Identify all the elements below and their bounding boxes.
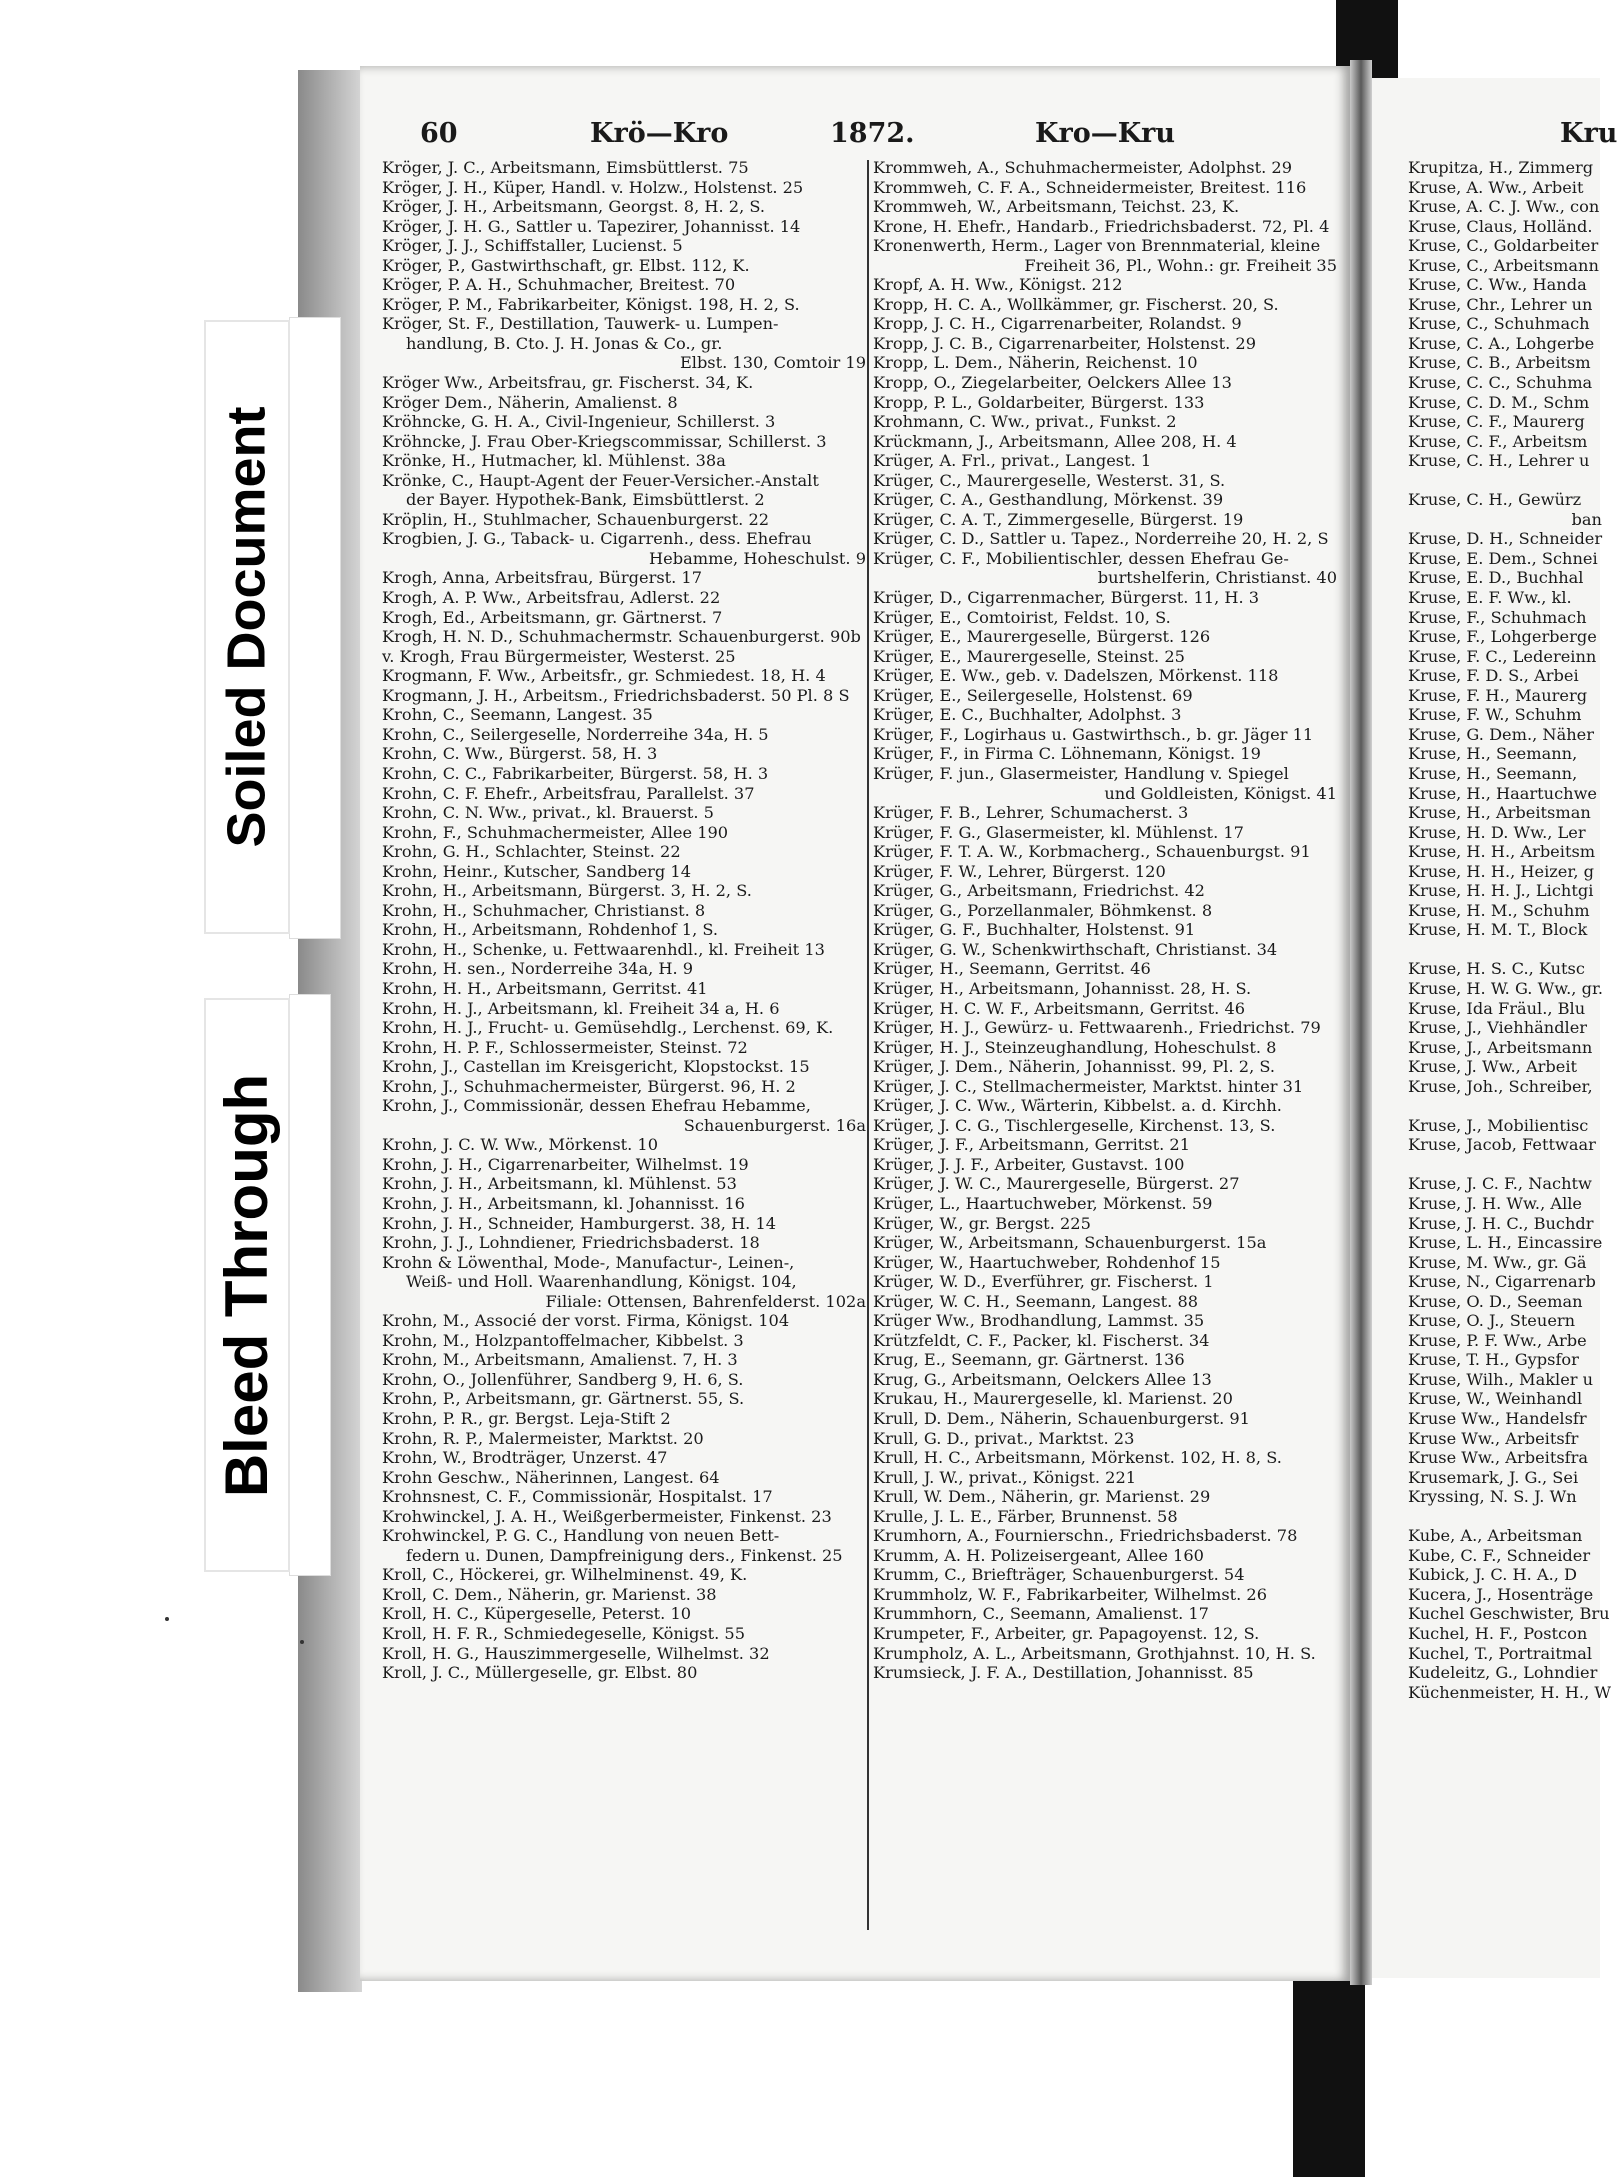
directory-entry-line: Krohn, O., Jollenführer, Sandberg 9, H. 6, S.	[382, 1369, 744, 1389]
directory-entry-line: Kropp, J. C. H., Cigarrenarbeiter, Rolandst. 9	[873, 314, 1242, 334]
directory-entry-line: Krüger, J. W. C., Maurergeselle, Bürgerst. 27	[873, 1174, 1240, 1194]
book-spine	[1350, 60, 1372, 1985]
directory-entry-line: Kruse, Claus, Holländ.	[1408, 216, 1593, 236]
directory-entry-line: Kube, A., Arbeitsman	[1408, 1526, 1583, 1546]
directory-entry-line: Krohn, J., Schuhmachermeister, Bürgerst. 96, H. 2	[382, 1076, 796, 1096]
directory-entry-line: Krönke, H., Hutmacher, kl. Mühlenst. 38a	[382, 451, 726, 471]
directory-entry-line: Krüger, E. Ww., geb. v. Dadelszen, Mörkenst. 118	[873, 666, 1279, 686]
directory-entry-line: Krüger, W., Arbeitsmann, Schauenburgerst. 15a	[873, 1233, 1267, 1253]
directory-entry-line: Kröplin, H., Stuhlmacher, Schauenburgerst. 22	[382, 509, 770, 529]
directory-entry-line: Krulle, J. L. E., Färber, Brunnenst. 58	[873, 1506, 1178, 1526]
directory-entry-line: Küchenmeister, H. H., W	[1408, 1682, 1612, 1702]
directory-entry-line: Krüger, G. W., Schenkwirthschaft, Christianst. 34	[873, 939, 1278, 959]
directory-entry-line	[1408, 1155, 1608, 1175]
directory-entry-line: Kruse, H. S. C., Kutsc	[1408, 959, 1585, 979]
directory-entry-line: Krohn, H. sen., Norderreihe 34a, H. 9	[382, 959, 694, 979]
directory-entry-line: Krogh, H. N. D., Schuhmachermstr. Schauenburgerst. 90b	[382, 627, 861, 647]
directory-entry-line: Kruse, N., Cigarrenarb	[1408, 1272, 1596, 1292]
next-page-running-head: Kru	[1560, 118, 1617, 149]
directory-entry-line: Kröger, J. C., Arbeitsmann, Eimsbüttlerst. 75	[382, 158, 749, 177]
directory-entry-line: Krüger, J. F., Arbeitsmann, Gerritst. 21	[873, 1135, 1190, 1155]
directory-entry-line: Krogmann, F. Ww., Arbeitsfr., gr. Schmiedest. 18, H. 4	[382, 666, 826, 686]
directory-entry-line: Krüger, J. Dem., Näherin, Johannisst. 99, Pl. 2, S.	[873, 1057, 1276, 1077]
directory-entry-line: Kröhncke, J. Frau Ober-Kriegscommissar, Schillerst. 3	[382, 431, 827, 451]
directory-entry-line: Kröger, St. F., Destillation, Tauwerk- u. Lumpen-	[382, 314, 779, 334]
directory-entry-line: Kröger, P., Gastwirthschaft, gr. Elbst. 112, K.	[382, 255, 750, 275]
directory-entry-line: Kruse Ww., Arbeitsfr	[1408, 1428, 1579, 1448]
directory-entry-line: Kruse, H., Seemann,	[1408, 763, 1578, 783]
directory-entry-line: Kruse, F. C., Ledereinn	[1408, 646, 1597, 666]
directory-entry-line: Kröger Ww., Arbeitsfrau, gr. Fischerst. 34, K.	[382, 373, 754, 393]
directory-entry-line	[1408, 940, 1608, 960]
directory-entry-line: Krüger, H. J., Gewürz- u. Fettwaarenh., Friedrichst. 79	[873, 1018, 1321, 1038]
directory-entry-line: Kube, C. F., Schneider	[1408, 1545, 1591, 1565]
directory-entry-line: Kucera, J., Hosenträge	[1408, 1584, 1594, 1604]
soiled-document-label	[206, 322, 288, 932]
directory-entry-line: Krützfeldt, C. F., Packer, kl. Fischerst. 34	[873, 1330, 1210, 1350]
directory-entry-line: Krüger, W., gr. Bergst. 225	[873, 1213, 1091, 1233]
directory-entry-line: Kruse, C. F., Maurerg	[1408, 412, 1585, 432]
directory-entry-line: Kroll, H. F. R., Schmiedegeselle, Königst. 55	[382, 1624, 746, 1644]
directory-entry-line: Kroll, C., Höckerei, gr. Wilhelminenst. 49, K.	[382, 1565, 748, 1585]
directory-entry-line: Krupitza, H., Zimmerg	[1408, 158, 1594, 177]
directory-entry-line: Krohn, C. N. Ww., privat., kl. Brauerst. 5	[382, 803, 714, 823]
directory-entry-line: Krommweh, A., Schuhmachermeister, Adolphst. 29	[873, 158, 1293, 177]
directory-entry-line: Krummhorn, C., Seemann, Amalienst. 17	[873, 1604, 1209, 1624]
directory-entry-line: Krogmann, J. H., Arbeitsm., Friedrichsbaderst. 50 Pl. 8 S	[382, 685, 850, 705]
directory-entry-line: Krohn, H., Schuhmacher, Christianst. 8	[382, 900, 706, 920]
directory-entry-line: Kruse, O. D., Seeman	[1408, 1291, 1583, 1311]
directory-entry-line: Kroll, H. G., Hauszimmergeselle, Wilhelmst. 32	[382, 1643, 770, 1663]
directory-entry-line: Kruse, Chr., Lehrer un	[1408, 294, 1593, 314]
directory-entry-line: Weiß- und Holl. Waarenhandlung, Königst. 104,	[406, 1272, 797, 1292]
directory-entry-line: Kropp, P. L., Goldarbeiter, Bürgerst. 133	[873, 392, 1205, 412]
directory-entry-line: ban	[1571, 509, 1602, 529]
directory-entry-line: Krohn, J. H., Arbeitsmann, kl. Mühlenst. 53	[382, 1174, 737, 1194]
directory-entry-line: Elbst. 130, Comtoir 19	[679, 353, 866, 373]
directory-entry-line: Krüger, C. A., Gesthandlung, Mörkenst. 39	[873, 490, 1224, 510]
directory-entry-line: handlung, B. Cto. J. H. Jonas & Co., gr.	[406, 333, 723, 353]
directory-entry-line: Krumpholz, A. L., Arbeitsmann, Grothjahnst. 10, H. S.	[873, 1643, 1316, 1663]
directory-entry-line: Kruse, H., Haartuchwe	[1408, 783, 1598, 803]
directory-entry-line: Krüger, C., Maurergeselle, Westerst. 31, S.	[873, 470, 1226, 490]
directory-entry-line: Kruse, J., Viehhändler	[1408, 1018, 1588, 1038]
directory-entry-line: Krohn, M., Holzpantoffelmacher, Kibbelst. 3	[382, 1330, 744, 1350]
directory-entry-line: Krüger, E., Seilergeselle, Holstenst. 69	[873, 685, 1193, 705]
directory-entry-line: Krohn, C. Ww., Bürgerst. 58, H. 3	[382, 744, 658, 764]
directory-entry-line: Krumm, A. H. Polizeisergeant, Allee 160	[873, 1545, 1204, 1565]
directory-entry-line: Krukau, H., Maurergeselle, kl. Marienst. 20	[873, 1389, 1233, 1409]
directory-entry-line: Kröhncke, G. H. A., Civil-Ingenieur, Schillerst. 3	[382, 412, 776, 432]
directory-entry-line	[1408, 1096, 1608, 1116]
directory-entry-line: Kruse, Joh., Schreiber,	[1408, 1076, 1593, 1096]
directory-entry-line: Krohn, W., Brodträger, Unzerst. 47	[382, 1448, 668, 1468]
directory-entry-line: Krüger, F. B., Lehrer, Schumacherst. 3	[873, 803, 1189, 823]
directory-entry-line: Kruse Ww., Arbeitsfra	[1408, 1448, 1589, 1468]
directory-entry-line: Krommweh, W., Arbeitsmann, Teichst. 23, K.	[873, 197, 1240, 217]
directory-entry-line: Kruse, H. W. G. Ww., gr.	[1408, 978, 1604, 998]
directory-entry-line: Kryssing, N. S. J. Wn	[1408, 1487, 1577, 1507]
directory-entry-line: Kruse Ww., Handelsfr	[1408, 1409, 1587, 1428]
directory-entry-line: Kruse, F. D. S., Arbei	[1408, 666, 1579, 686]
directory-entry-line: Kuchel Geschwister, Bru	[1408, 1604, 1610, 1624]
directory-entry-line: Krull, W. Dem., Näherin, gr. Marienst. 29	[873, 1487, 1211, 1507]
directory-entry-line: Krohn, J., Castellan im Kreisgericht, Klopstockst. 15	[382, 1057, 810, 1077]
directory-entry-line: Kuchel, H. F., Postcon	[1408, 1624, 1588, 1644]
year-heading: 1872.	[830, 118, 915, 149]
directory-entry-line: Krohn, C. F. Ehefr., Arbeitsfrau, Parallelst. 37	[382, 783, 755, 803]
directory-entry-line: Krüger, L., Haartuchweber, Mörkenst. 59	[873, 1193, 1213, 1213]
directory-entry-line: Krogbien, J. G., Taback- u. Cigarrenh., dess. Ehefrau	[382, 529, 812, 549]
directory-entry-line: Kruse, L. H., Eincassire	[1408, 1233, 1603, 1253]
directory-entry-line: Kruse, H. H., Arbeitsm	[1408, 842, 1596, 862]
directory-entry-line: Krüger, F. G., Glasermeister, kl. Mühlenst. 17	[873, 822, 1244, 842]
directory-entry-line: Krohn, H. J., Arbeitsmann, kl. Freiheit 34 a, H. 6	[382, 998, 780, 1018]
directory-entry-line: Kruse, C. C., Schuhma	[1408, 373, 1593, 393]
directory-entry-line: Krüger, J. C. G., Tischlergeselle, Kirchenst. 13, S.	[873, 1115, 1276, 1135]
directory-entry-line: Kröger, P. M., Fabrikarbeiter, Königst. 198, H. 2, S.	[382, 294, 800, 314]
directory-entry-line: Schauenburgerst. 16a	[683, 1115, 866, 1135]
directory-entry-line: Krohn, C., Seemann, Langest. 35	[382, 705, 653, 725]
directory-entry-line: Kruse, C. H., Gewürz	[1408, 490, 1582, 510]
directory-entry-line: Krönke, C., Haupt-Agent der Feuer-Versicher.-Anstalt	[382, 470, 819, 490]
directory-entry-line: Krohn, H., Arbeitsmann, Rohdenhof 1, S.	[382, 920, 719, 940]
directory-entry-line: Krüger, F. W., Lehrer, Bürgerst. 120	[873, 861, 1166, 881]
directory-column-next-page	[1408, 158, 1612, 1702]
directory-entry-line: Kruse, E. Dem., Schnei	[1408, 548, 1598, 568]
directory-entry-line: Kruse, W., Weinhandl	[1408, 1389, 1583, 1409]
directory-entry-line: Krüger, J. C., Stellmachermeister, Marktst. hinter 31	[873, 1076, 1304, 1096]
directory-entry-line: Kropp, J. C. B., Cigarrenarbeiter, Holstenst. 29	[873, 333, 1257, 353]
directory-entry-line	[1408, 471, 1608, 491]
directory-entry-line: Kruse, Ida Fräul., Blu	[1408, 998, 1586, 1018]
directory-entry-line: Krohn, Heinr., Kutscher, Sandberg 14	[382, 861, 692, 881]
directory-entry-line: Krommweh, C. F. A., Schneidermeister, Breitest. 116	[873, 177, 1307, 197]
directory-entry-line: Krüger, J. C. Ww., Wärterin, Kibbelst. a. d. Kirchh.	[873, 1096, 1282, 1116]
directory-entry-line: Krull, H. C., Arbeitsmann, Mörkenst. 102, H. 8, S.	[873, 1448, 1282, 1468]
directory-entry-line: Kruse, M. Ww., gr. Gä	[1408, 1252, 1587, 1272]
directory-entry-line: Krug, E., Seemann, gr. Gärtnerst. 136	[873, 1350, 1185, 1370]
directory-entry-line: Kruse, H., Seemann,	[1408, 744, 1578, 764]
directory-entry-line: Krüger, C. A. T., Zimmergeselle, Bürgerst. 19	[873, 509, 1244, 529]
directory-entry-line: Kruse, J., Arbeitsmann	[1408, 1037, 1593, 1057]
directory-entry-line: Krohn & Löwenthal, Mode-, Manufactur-, Leinen-,	[382, 1252, 795, 1272]
directory-entry-line: Krohn, H., Arbeitsmann, Bürgerst. 3, H. 2, S.	[382, 881, 752, 901]
directory-entry-line: Krohn, J. H., Arbeitsmann, kl. Johannisst. 16	[382, 1193, 745, 1213]
directory-entry-line: Krüger Ww., Brodhandlung, Lammst. 35	[873, 1311, 1205, 1331]
directory-entry-line: Kruse, E. F. Ww., kl.	[1408, 588, 1572, 608]
directory-column-right	[873, 158, 1343, 1683]
directory-entry-line: Kruse, E. D., Buchhal	[1408, 568, 1584, 588]
directory-entry-line: Kruse, F. H., Maurerg	[1408, 685, 1588, 705]
directory-entry-line: Krüger, W. C. H., Seemann, Langest. 88	[873, 1291, 1199, 1311]
directory-entry-line: Kruse, F., Lohgerberge	[1408, 627, 1597, 647]
directory-entry-line: Kröger Dem., Näherin, Amalienst. 8	[382, 392, 678, 412]
directory-entry-line: Krüger, E., Comtoirist, Feldst. 10, S.	[873, 607, 1171, 627]
directory-entry-line: Krohn, H. H., Arbeitsmann, Gerritst. 41	[382, 978, 708, 998]
directory-entry-line: Krumsieck, J. F. A., Destillation, Johannisst. 85	[873, 1663, 1254, 1683]
directory-entry-line: Krüger, G. F., Buchhalter, Holstenst. 91	[873, 920, 1196, 940]
directory-entry-line: Krüger, F. T. A. W., Korbmacherg., Schauenburgst. 91	[873, 842, 1311, 862]
directory-entry-line: Krohn, J., Commissionär, dessen Ehefrau Hebamme,	[382, 1096, 811, 1116]
directory-entry-line: Kruse, J. H. Ww., Alle	[1408, 1193, 1582, 1213]
directory-column-left	[382, 158, 872, 1683]
directory-entry-line: Krohn Geschw., Näherinnen, Langest. 64	[382, 1467, 720, 1487]
directory-entry-line: Krüger, F., in Firma C. Löhnemann, Königst. 19	[873, 744, 1261, 764]
directory-entry-line: Krückmann, J., Arbeitsmann, Allee 208, H. 4	[873, 431, 1237, 451]
directory-entry-line: Krüger, H., Arbeitsmann, Johannisst. 28, H. S.	[873, 978, 1252, 998]
directory-entry-line: Krohn, P. R., gr. Bergst. Leja-Stift 2	[382, 1409, 671, 1428]
directory-entry-line: Krüger, E., Maurergeselle, Steinst. 25	[873, 646, 1185, 666]
directory-entry-line: Kruse, C. D. M., Schm	[1408, 392, 1590, 412]
right-running-head: Kro—Kru	[1035, 118, 1176, 149]
directory-entry-line: Krüger, E., Maurergeselle, Bürgerst. 126	[873, 627, 1211, 647]
bleed-through-label	[206, 1000, 288, 1570]
directory-entry-line: Kruse, F. W., Schuhm	[1408, 705, 1582, 725]
directory-entry-line: Krüger, F., Logirhaus u. Gastwirthsch., b. gr. Jäger 11	[873, 724, 1314, 744]
directory-entry-line: Kröger, J. H., Arbeitsmann, Georgst. 8, H. 2, S.	[382, 197, 766, 217]
directory-entry-line: Kruse, D. H., Schneider	[1408, 529, 1603, 549]
directory-entry-line: Krull, G. D., privat., Marktst. 23	[873, 1428, 1135, 1448]
page-number: 60	[420, 118, 458, 149]
directory-entry-line: burtshelferin, Christianst. 40	[1097, 568, 1337, 588]
directory-entry-line: Krohn, J. H., Schneider, Hamburgerst. 38, H. 14	[382, 1213, 777, 1233]
directory-entry-line: federn u. Dunen, Dampfreinigung ders., Finkenst. 25	[406, 1545, 843, 1565]
directory-entry-line: Krohwinckel, P. G. C., Handlung von neuen Bett-	[382, 1526, 780, 1546]
column-divider	[867, 160, 869, 1930]
directory-entry-line: Krüger, A. Frl., privat., Langest. 1	[873, 451, 1152, 471]
directory-entry-line: Krull, D. Dem., Näherin, Schauenburgerst. 91	[873, 1409, 1250, 1428]
directory-entry-line: Kruse, H. M. T., Block	[1408, 920, 1588, 940]
left-running-head: Krö—Kro	[590, 118, 729, 149]
directory-entry-line: Krüger, G., Porzellanmaler, Böhmkenst. 8	[873, 900, 1213, 920]
directory-entry-line: Kropp, L. Dem., Näherin, Reichenst. 10	[873, 353, 1198, 373]
directory-entry-line: Kruse, J., Mobilientisc	[1408, 1115, 1589, 1135]
directory-entry-line: Kruse, H., Arbeitsman	[1408, 803, 1591, 823]
label-backing	[290, 995, 330, 1575]
directory-entry-line: Krummholz, W. F., Fabrikarbeiter, Wilhelmst. 26	[873, 1584, 1268, 1604]
directory-entry-line: und Goldleisten, Königst. 41	[1104, 783, 1337, 803]
directory-entry-line	[1408, 1507, 1608, 1527]
directory-entry-line: Krohn, R. P., Malermeister, Marktst. 20	[382, 1428, 704, 1448]
directory-entry-line: Krohn, H. J., Frucht- u. Gemüsehdlg., Lerchenst. 69, K.	[382, 1018, 834, 1038]
directory-entry-line: Kruse, C., Arbeitsmann	[1408, 255, 1599, 275]
directory-entry-line: Krohn, C. C., Fabrikarbeiter, Bürgerst. 58, H. 3	[382, 763, 769, 783]
directory-entry-line: Kroll, C. Dem., Näherin, gr. Marienst. 38	[382, 1584, 717, 1604]
directory-entry-line: Kruse, Wilh., Makler u	[1408, 1369, 1594, 1389]
directory-entry-line: Krüger, G., Arbeitsmann, Friedrichst. 42	[873, 881, 1205, 901]
directory-entry-line: Krohwinckel, J. A. H., Weißgerbermeister, Finkenst. 23	[382, 1506, 832, 1526]
directory-entry-line: Krüger, C. F., Mobilientischler, dessen Ehefrau Ge-	[873, 548, 1289, 568]
directory-entry-line: Kruse, C. A., Lohgerbe	[1408, 333, 1595, 353]
directory-entry-line: Kuchel, T., Portraitmal	[1408, 1643, 1593, 1663]
directory-entry-line: Krüger, D., Cigarrenmacher, Bürgerst. 11, H. 3	[873, 588, 1260, 608]
directory-entry-line: Krohmann, C. Ww., privat., Funkst. 2	[873, 412, 1177, 432]
directory-entry-line: Krüger, J. J. F., Arbeiter, Gustavst. 100	[873, 1154, 1185, 1174]
directory-entry-line: Krogh, Ed., Arbeitsmann, gr. Gärtnerst. 7	[382, 607, 723, 627]
directory-entry-line: Krull, J. W., privat., Königst. 221	[873, 1467, 1137, 1487]
directory-entry-line: Filiale: Ottensen, Bahrenfelderst. 102a	[545, 1291, 866, 1311]
directory-entry-line: Krüger, E. C., Buchhalter, Adolphst. 3	[873, 705, 1182, 725]
directory-entry-line: Kruse, H. D. Ww., Ler	[1408, 822, 1586, 842]
directory-entry-line: Kruse, A. C. J. Ww., con	[1408, 197, 1600, 217]
directory-entry-line: Kroll, H. C., Küpergeselle, Peterst. 10	[382, 1604, 692, 1624]
directory-entry-line: Krohn, G. H., Schlachter, Steinst. 22	[382, 842, 681, 862]
bleed-through-text: Bleed Through	[213, 1073, 281, 1497]
directory-entry-line: Kudeleitz, G., Lohndier	[1408, 1663, 1598, 1683]
directory-entry-line: Kroll, J. C., Müllergeselle, gr. Elbst. 80	[382, 1663, 698, 1683]
directory-entry-line: Kröger, J. H. G., Sattler u. Tapezirer, Johannisst. 14	[382, 216, 801, 236]
directory-entry-line: v. Krogh, Frau Bürgermeister, Westerst. 25	[382, 646, 736, 666]
directory-entry-line: Krusemark, J. G., Sei	[1408, 1467, 1579, 1487]
directory-entry-line: Krohn, J. H., Cigarrenarbeiter, Wilhelmst. 19	[382, 1154, 749, 1174]
directory-entry-line: Kruse, C., Goldarbeiter	[1408, 236, 1599, 256]
directory-entry-line: Kruse, J. Ww., Arbeit	[1408, 1057, 1578, 1077]
directory-entry-line: Freiheit 36, Pl., Wohn.: gr. Freiheit 35	[1024, 255, 1337, 275]
directory-entry-line: Krumhorn, A., Fournierschn., Friedrichsbaderst. 78	[873, 1526, 1298, 1546]
directory-entry-line: der Bayer. Hypothek-Bank, Eimsbüttlerst. 2	[406, 490, 765, 510]
directory-entry-line: Krüger, W., Haartuchweber, Rohdenhof 15	[873, 1252, 1221, 1272]
directory-entry-line: Kruse, C. Ww., Handa	[1408, 275, 1587, 295]
directory-entry-line: Krüger, C. D., Sattler u. Tapez., Norderreihe 20, H. 2, S	[873, 529, 1329, 549]
speck	[300, 1640, 304, 1644]
directory-entry-line: Kruse, A. Ww., Arbeit	[1408, 177, 1584, 197]
directory-entry-line: Kruse, T. H., Gypsfor	[1408, 1350, 1579, 1370]
directory-entry-line: Kruse, C. B., Arbeitsm	[1408, 353, 1591, 373]
directory-entry-line: Krüger, F. jun., Glasermeister, Handlung v. Spiegel	[873, 763, 1289, 783]
directory-entry-line: Krüger, H. J., Steinzeughandlung, Hoheschulst. 8	[873, 1037, 1277, 1057]
directory-entry-line: Kruse, H. H. J., Lichtgi	[1408, 881, 1594, 901]
directory-entry-line: Kröger, P. A. H., Schuhmacher, Breitest. 70	[382, 275, 736, 295]
directory-entry-line: Krohn, P., Arbeitsmann, gr. Gärtnerst. 55, S.	[382, 1389, 745, 1409]
directory-entry-line: Krohn, F., Schuhmachermeister, Allee 190	[382, 822, 729, 842]
directory-entry-line: Krüger, H. C. W. F., Arbeitsmann, Gerritst. 46	[873, 998, 1246, 1018]
directory-entry-line: Krohnsnest, C. F., Commissionär, Hospitalst. 17	[382, 1487, 773, 1507]
directory-entry-line: Krüger, W. D., Everführer, gr. Fischerst. 1	[873, 1272, 1214, 1292]
directory-entry-line: Kropf, A. H. Ww., Königst. 212	[873, 275, 1123, 295]
directory-entry-line: Krumpeter, F., Arbeiter, gr. Papagoyenst. 12, S.	[873, 1624, 1260, 1644]
directory-entry-line: Krohn, M., Associé der vorst. Firma, Königst. 104	[382, 1311, 790, 1331]
directory-entry-line: Krogh, Anna, Arbeitsfrau, Bürgerst. 17	[382, 568, 703, 588]
directory-entry-line: Krogh, A. P. Ww., Arbeitsfrau, Adlerst. 22	[382, 588, 721, 608]
directory-entry-line: Kruse, J. H. C., Buchdr	[1408, 1213, 1594, 1233]
directory-entry-line: Hebamme, Hoheschulst. 9	[649, 548, 866, 568]
directory-entry-line: Kruse, Jacob, Fettwaar	[1408, 1135, 1596, 1155]
soiled-document-text: Soiled Document	[217, 406, 278, 848]
directory-entry-line: Kruse, P. F. Ww., Arbe	[1408, 1330, 1587, 1350]
directory-entry-line: Kruse, C. F., Arbeitsm	[1408, 431, 1588, 451]
directory-entry-line: Krohn, H. P. F., Schlossermeister, Steinst. 72	[382, 1037, 748, 1057]
directory-entry-line: Kruse, J. C. F., Nachtw	[1408, 1174, 1592, 1194]
directory-entry-line: Krohn, H., Schenke, u. Fettwaarenhdl., kl. Freiheit 13	[382, 939, 825, 959]
directory-entry-line: Krohn, J. J., Lohndiener, Friedrichsbaderst. 18	[382, 1233, 760, 1253]
directory-entry-line: Krumm, C., Briefträger, Schauenburgerst. 54	[873, 1565, 1245, 1585]
directory-entry-line: Kröger, J. H., Küper, Handl. v. Holzw., Holstenst. 25	[382, 177, 804, 197]
directory-entry-line: Kröger, J. J., Schiffstaller, Lucienst. 5	[382, 236, 683, 256]
directory-entry-line: Kruse, F., Schuhmach	[1408, 607, 1587, 627]
directory-entry-line: Krohn, C., Seilergeselle, Norderreihe 34a, H. 5	[382, 724, 769, 744]
directory-entry-line: Krüger, H., Seemann, Gerritst. 46	[873, 959, 1151, 979]
directory-entry-line: Kropp, O., Ziegelarbeiter, Oelckers Allee 13	[873, 373, 1232, 393]
directory-entry-line: Kruse, O. J., Steuern	[1408, 1311, 1576, 1331]
directory-entry-line: Krug, G., Arbeitsmann, Oelckers Allee 13	[873, 1369, 1212, 1389]
directory-entry-line: Kropp, H. C. A., Wollkämmer, gr. Fischerst. 20, S.	[873, 294, 1279, 314]
directory-entry-line: Krohn, M., Arbeitsmann, Amalienst. 7, H. 3	[382, 1350, 738, 1370]
directory-entry-line: Kruse, C. H., Lehrer u	[1408, 451, 1590, 471]
directory-entry-line: Krone, H. Ehefr., Handarb., Friedrichsbaderst. 72, Pl. 4	[873, 216, 1330, 236]
label-backing	[290, 318, 340, 938]
directory-entry-line: Kruse, H. M., Schuhm	[1408, 900, 1590, 920]
speck	[165, 1617, 169, 1621]
scanner-strip-bottom	[1293, 1970, 1365, 2177]
directory-entry-line: Kruse, G. Dem., Näher	[1408, 724, 1594, 744]
directory-entry-line: Kruse, H. H., Heizer, g	[1408, 861, 1594, 881]
directory-entry-line: Kronenwerth, Herm., Lager von Brennmaterial, kleine	[873, 236, 1321, 256]
directory-entry-line: Krohn, J. C. W. Ww., Mörkenst. 10	[382, 1135, 659, 1155]
directory-entry-line: Kubick, J. C. H. A., D	[1408, 1565, 1578, 1585]
directory-entry-line: Kruse, C., Schuhmach	[1408, 314, 1590, 334]
